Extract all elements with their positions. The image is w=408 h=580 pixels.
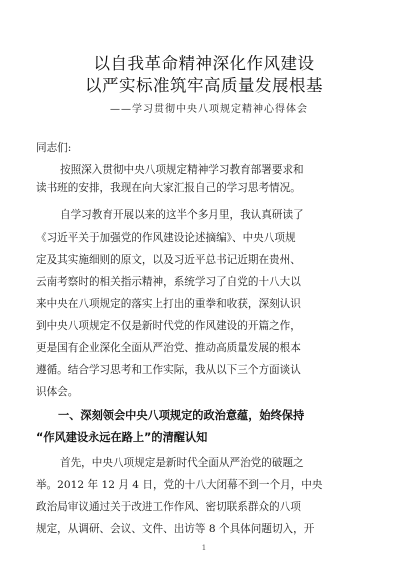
- salutation: 同志们:: [36, 142, 72, 154]
- paragraph-line: 按照深入贯彻中央八项规定精神学习教育部署要求和: [60, 164, 304, 176]
- paragraph-line: 更是国有企业深化全面从严治党、推动高质量发展的根本: [36, 342, 301, 354]
- paragraph-line: 规定，从调研、会议、文件、出访等 8 个具体问题切入，开: [36, 523, 315, 535]
- document-title-line-1: 以自我革命精神深化作风建设: [93, 54, 315, 73]
- page-number: 1: [201, 544, 207, 552]
- paragraph-line: 定及其实施细则的原文，以及习近平总书记近期在贵州、: [36, 254, 301, 266]
- paragraph-line: 首先，中央八项规定是新时代全面从严治党的破题之: [60, 457, 304, 469]
- section-heading-line-2: “作风建设永远在路上”的清醒认知: [36, 431, 208, 444]
- paragraph-line: 来中央在八项规定的落实上打出的重拳和收获，深刻认识: [36, 298, 301, 310]
- paragraph-line: 云南考察时的相关指示精神，系统学习了自党的十八大以: [36, 276, 301, 288]
- paragraph-line: 到中央八项规定不仅是新时代党的作风建设的开篇之作，: [36, 320, 301, 332]
- paragraph-line: 遵循。结合学习思考和工作实际，我从以下三个方面谈认: [36, 364, 301, 376]
- paragraph-line: 举。2012 年 12 月 4 日，党的十八大闭幕不到一个月，中央: [36, 479, 323, 491]
- paragraph-line: 政治局审议通过关于改进工作作风、密切联系群众的八项: [36, 501, 301, 513]
- document-title-line-2: 以严实标准筑牢高质量发展根基: [85, 76, 323, 95]
- paragraph-line: 自学习教育开展以来的这半个多月里，我认真研读了: [60, 209, 304, 221]
- paragraph-line: 《习近平关于加强党的作风建设论述摘编》、中央八项规: [36, 232, 296, 244]
- document-subtitle: ——学习贯彻中央八项规定精神心得体会: [110, 104, 308, 115]
- paragraph-line: 识体会。: [36, 386, 79, 398]
- paragraph-line: 读书班的安排，我现在向大家汇报自己的学习思考情况。: [36, 182, 301, 194]
- section-heading-line-1: 一、深刻领会中央八项规定的政治意蕴，始终保持: [58, 409, 305, 422]
